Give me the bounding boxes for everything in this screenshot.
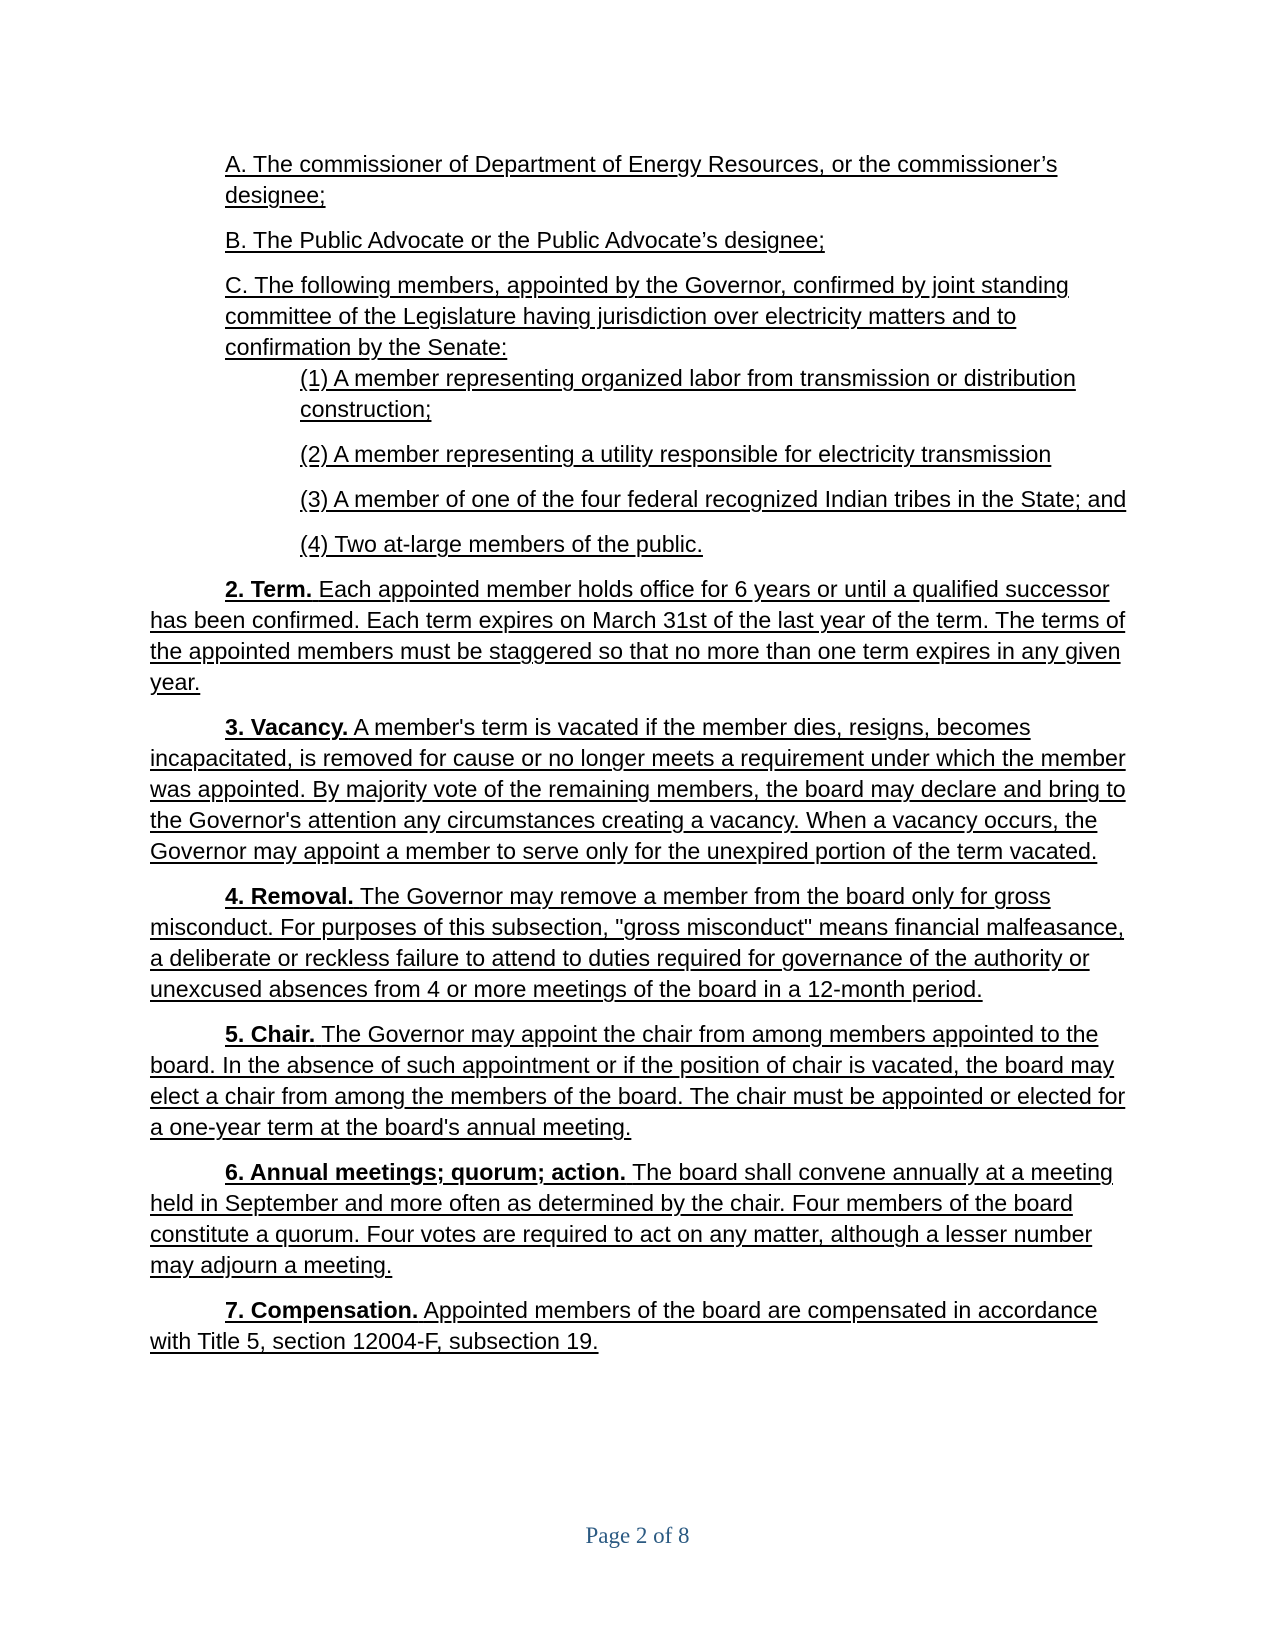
section-term <box>150 574 1135 698</box>
section-heading: 3. Vacancy. <box>225 714 349 740</box>
section-compensation <box>150 1295 1135 1357</box>
section-text: The board shall convene annually at a meeting held in September and more often as determined by the chair. Four members of the board constitute a quorum. Four votes are required to act on any matter, although a lesser number may adjourn a meeting. <box>150 1159 1113 1278</box>
item-c: C. The following members, appointed by the Governor, confirmed by joint standing committee of the Legislature having jurisdiction over electricity matters and to confirmation by the Senate: <box>225 272 1069 360</box>
section-text: A member's term is vacated if the member dies, resigns, becomes incapacitated, is removed for cause or no longer meets a requirement under which the member was appointed. By majority vote of the remaining members, the board may declare and bring to the Governor's attention any circumstances creating a vacancy. When a vacancy occurs, the Governor may appoint a member to serve only for the unexpired portion of the term vacated. <box>150 714 1126 864</box>
item-c-1: (1) A member representing organized labor from transmission or distribution construction; <box>300 365 1076 422</box>
section-heading: 4. Removal. <box>225 883 354 909</box>
item-c-3: (3) A member of one of the four federal recognized Indian tribes in the State; and <box>300 486 1127 512</box>
item-c-4: (4) Two at-large members of the public. <box>300 531 703 557</box>
item-c-2: (2) A member representing a utility responsible for electricity transmission <box>300 441 1052 467</box>
section-text: The Governor may remove a member from the board only for gross misconduct. For purposes of this subsection, "gross misconduct" means financial malfeasance, a deliberate or reckless failure to attend to duties required for governance of the authority or unexcused absences from 4 or more meetings of the board in a 12-month period. <box>150 883 1125 1002</box>
section-chair <box>150 1019 1135 1143</box>
section-annual-meetings <box>150 1157 1135 1281</box>
section-text: Appointed members of the board are compensated in accordance with Title 5, section 12004-F, subsection 19. <box>150 1297 1098 1354</box>
item-a: A. The commissioner of Department of Energy Resources, or the commissioner’s designee; <box>225 151 1058 208</box>
section-removal <box>150 881 1135 1005</box>
section-heading: 6. Annual meetings; quorum; action. <box>225 1159 627 1185</box>
section-text: The Governor may appoint the chair from among members appointed to the board. In the absence of such appointment or if the position of chair is vacated, the board may elect a chair from among the members of the board. The chair must be appointed or elected for a one-year term at the board's annual meeting. <box>150 1021 1126 1140</box>
section-heading: 5. Chair. <box>225 1021 316 1047</box>
section-vacancy <box>150 712 1135 867</box>
document-body <box>150 149 1135 1357</box>
section-heading: 2. Term. <box>225 576 313 602</box>
page-number: Page 2 of 8 <box>585 1523 690 1548</box>
section-text: Each appointed member holds office for 6 years or until a qualified successor has been confirmed. Each term expires on March 31st of the last year of the term. The terms of the appointed members must be staggered so that no more than one term expires in any given year. <box>150 576 1126 695</box>
item-b: B. The Public Advocate or the Public Advocate’s designee; <box>225 227 825 253</box>
section-heading: 7. Compensation. <box>225 1297 419 1323</box>
